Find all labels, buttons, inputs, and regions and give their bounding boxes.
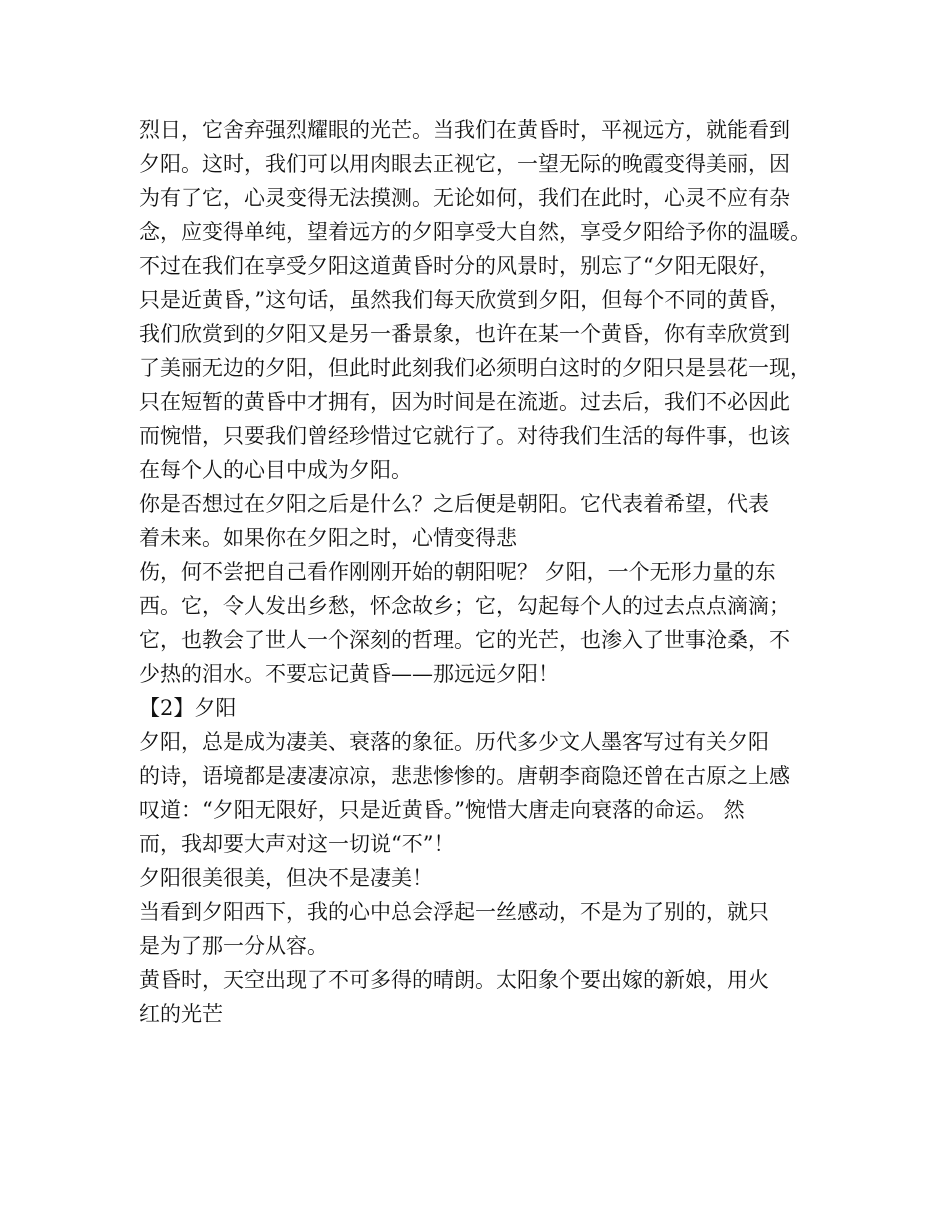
text-line: 烈日，它舍弃强烈耀眼的光芒。当我们在黄昏时，平视远方，就能看到 — [139, 118, 790, 142]
text-line: 在每个人的心目中成为夕阳。 — [139, 458, 412, 482]
text-line: 少热的泪水。不要忘记黄昏——那远远夕阳！ — [139, 662, 559, 686]
text-line: 我们欣赏到的夕阳又是另一番景象，也许在某一个黄昏，你有幸欣赏到 — [139, 322, 790, 346]
text-line: 的诗，语境都是凄凄凉凉，悲悲惨惨的。唐朝李商隐还曾在古原之上感 — [139, 764, 790, 788]
text-line: 叹道：“夕阳无限好，只是近黄昏。”惋惜大唐走向衰落的命运。 然 — [139, 798, 745, 822]
body-text — [139, 113, 829, 1031]
text-line: 而惋惜，只要我们曾经珍惜过它就行了。对待我们生活的每件事，也该 — [139, 424, 790, 448]
text-line: 夕阳很美很美，但决不是凄美！ — [139, 866, 433, 890]
text-line: 你是否想过在夕阳之后是什么？之后便是朝阳。它代表着希望，代表 — [139, 492, 769, 516]
text-line: 西。它，令人发出乡愁，怀念故乡；它，勾起每个人的过去点点滴滴； — [139, 594, 790, 618]
text-line: 不过在我们在享受夕阳这道黄昏时分的风景时，别忘了“夕阳无限好， — [139, 254, 780, 278]
text-line: 着未来。如果你在夕阳之时，心情变得悲 — [139, 526, 517, 550]
text-line: 而，我却要大声对这一切说“不”！ — [139, 832, 455, 856]
text-line: 夕阳。这时，我们可以用肉眼去正视它，一望无际的晚霞变得美丽，因 — [139, 152, 790, 176]
text-line: 当看到夕阳西下，我的心中总会浮起一丝感动，不是为了别的，就只 — [139, 900, 769, 924]
text-line: 为有了它，心灵变得无法摸测。无论如何，我们在此时，心灵不应有杂 — [139, 186, 790, 210]
section-heading: 【2】夕阳 — [139, 696, 237, 720]
text-line: 是为了那一分从容。 — [139, 934, 328, 958]
text-line: 黄昏时，天空出现了不可多得的晴朗。太阳象个要出嫁的新娘，用火 — [139, 968, 769, 992]
text-line: 夕阳，总是成为凄美、衰落的象征。历代多少文人墨客写过有关夕阳 — [139, 730, 769, 754]
text-line: 只是近黄昏，”这句话，虽然我们每天欣赏到夕阳，但每个不同的黄昏， — [139, 288, 791, 312]
text-line: 念，应变得单纯，望着远方的夕阳享受大自然，享受夕阳给予你的温暖。 — [139, 220, 811, 244]
text-line: 只在短暂的黄昏中才拥有，因为时间是在流逝。过去后，我们不必因此 — [139, 390, 790, 414]
text-line: 红的光芒 — [139, 1002, 223, 1026]
text-line: 了美丽无边的夕阳，但此时此刻我们必须明白这时的夕阳只是昙花一现， — [139, 356, 811, 380]
text-line: 伤，何不尝把自己看作刚刚开始的朝阳呢？ 夕阳，一个无形力量的东 — [139, 560, 776, 584]
text-line: 它，也教会了世人一个深刻的哲理。它的光芒，也渗入了世事沧桑，不 — [139, 628, 790, 652]
